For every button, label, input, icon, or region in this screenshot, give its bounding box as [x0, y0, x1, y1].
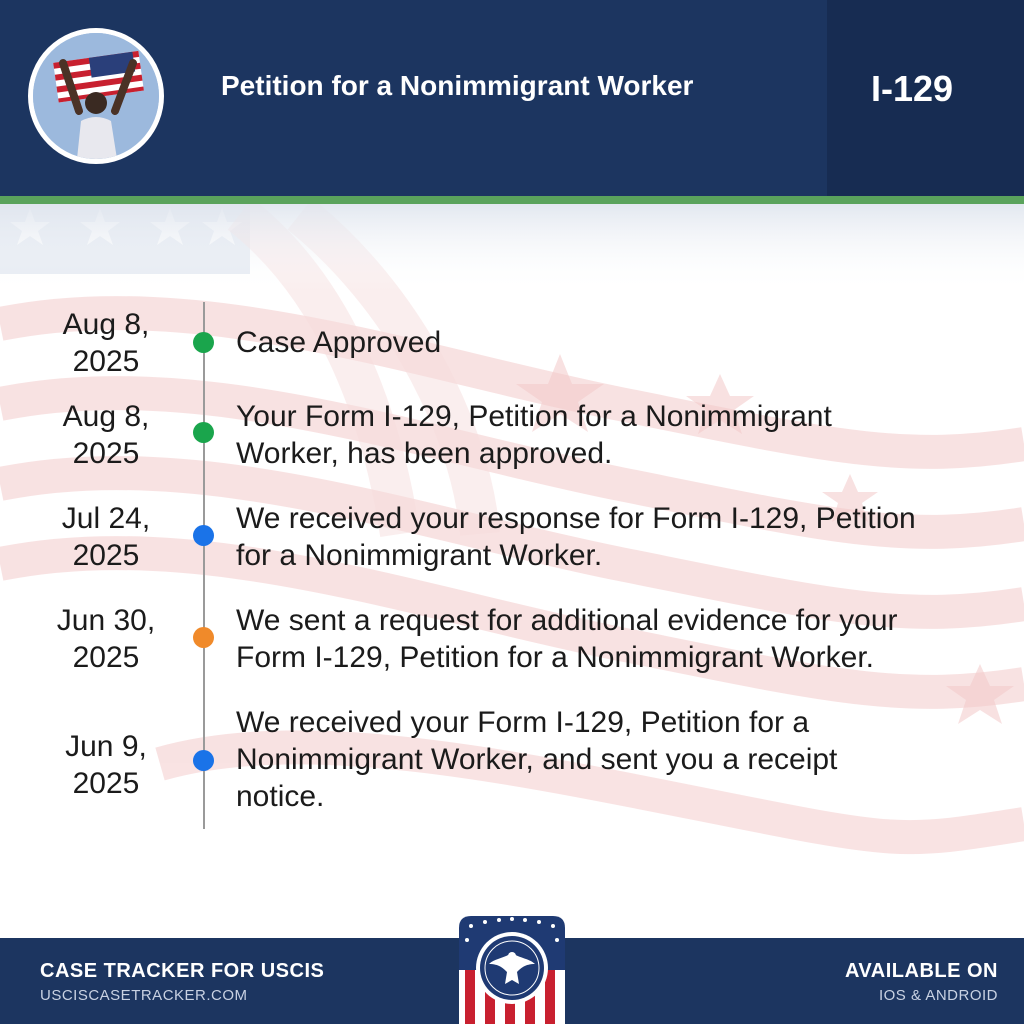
entry-status — [236, 398, 976, 472]
eagle-seal-icon — [455, 914, 569, 1024]
status-dot-orange — [193, 627, 214, 648]
app-url[interactable]: USCISCASETRACKER.COM — [40, 987, 248, 1004]
status-line: notice. — [236, 780, 325, 813]
entry-date — [6, 500, 206, 574]
date-month-day: Aug 8, — [62, 308, 150, 341]
status-line: for a Nonimmigrant Worker. — [236, 539, 603, 572]
date-month-day: Aug 8, — [62, 400, 150, 433]
status-dot-green — [193, 422, 214, 443]
date-year: 2025 — [72, 345, 140, 378]
status-line: We sent a request for additional evidence for your — [236, 604, 898, 637]
person-with-flag-image — [33, 33, 159, 159]
app-name: CASE TRACKER FOR USCIS — [40, 960, 325, 982]
form-code-box — [827, 0, 1024, 196]
entry-status — [236, 704, 976, 815]
status-line: We received your Form I-129, Petition for a — [236, 706, 810, 739]
form-code: I-129 — [870, 68, 954, 109]
date-year: 2025 — [72, 437, 140, 470]
date-month-day: Jun 30, — [56, 604, 156, 637]
entry-date — [6, 306, 206, 380]
status-line: Nonimmigrant Worker, and sent you a receipt — [236, 743, 838, 776]
date-month-day: Jul 24, — [61, 502, 151, 535]
date-year: 2025 — [72, 767, 140, 800]
status-dot-blue — [193, 525, 214, 546]
status-dot-blue — [193, 750, 214, 771]
date-year: 2025 — [72, 539, 140, 572]
header-bar — [0, 0, 1024, 196]
status-line: Form I-129, Petition for a Nonimmigrant Worker. — [236, 641, 874, 674]
header-accent-line — [0, 196, 1024, 204]
status-dot-green — [193, 332, 214, 353]
entry-status: Case Approved — [236, 326, 442, 359]
avatar — [28, 28, 164, 164]
entry-date — [6, 728, 206, 802]
petition-title: Petition for a Nonimmigrant Worker — [221, 70, 694, 101]
entry-status — [236, 602, 976, 676]
available-on-label: AVAILABLE ON — [844, 960, 998, 982]
date-year: 2025 — [72, 641, 140, 674]
date-month-day: Jun 9, — [65, 730, 147, 763]
status-line: Your Form I-129, Petition for a Nonimmigrant — [236, 400, 832, 433]
entry-status — [236, 500, 976, 574]
status-line: Worker, has been approved. — [236, 437, 613, 470]
entry-date — [6, 398, 206, 472]
platforms-label: IOS & ANDROID — [878, 987, 998, 1004]
eagle-seal-badge — [455, 914, 569, 1024]
entry-date — [6, 602, 206, 676]
status-line: We received your response for Form I-129, Petition — [236, 502, 916, 535]
